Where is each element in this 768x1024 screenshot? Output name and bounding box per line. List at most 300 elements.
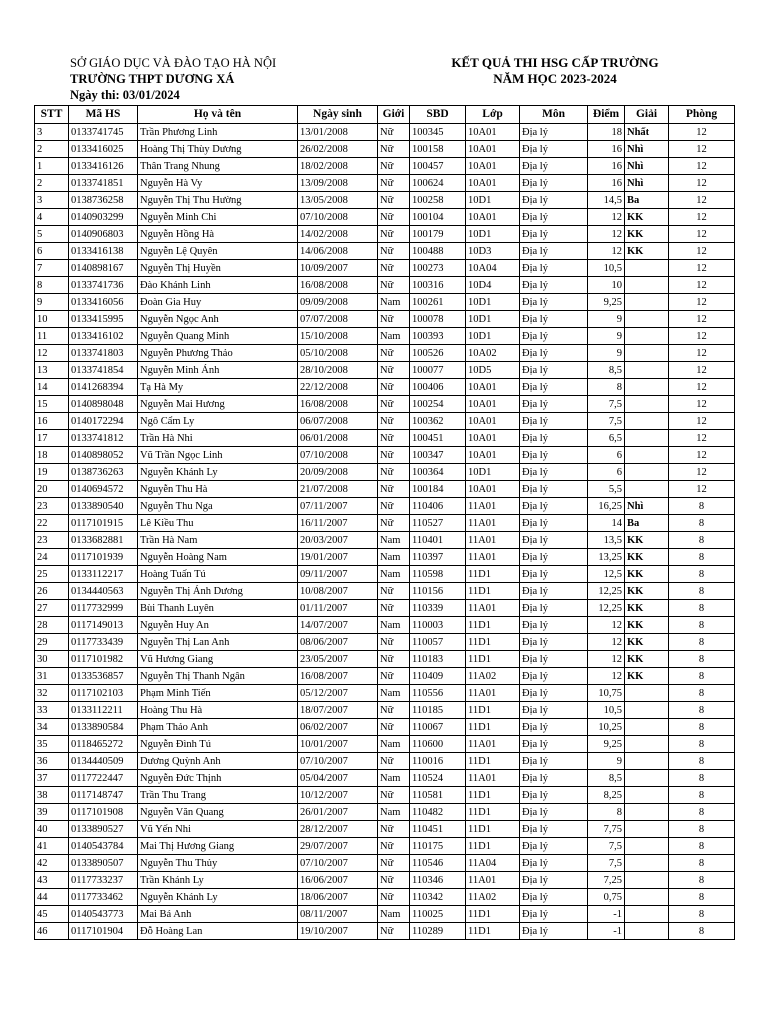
cell-gioi: Nữ: [378, 141, 410, 158]
cell-giai: [625, 447, 669, 464]
cell-ngay-sinh: 10/01/2007: [298, 736, 378, 753]
cell-giai: Nhì: [625, 158, 669, 175]
cell-mon: Địa lý: [520, 209, 588, 226]
cell-gioi: Nữ: [378, 719, 410, 736]
cell-giai: Nhì: [625, 141, 669, 158]
cell-ngay-sinh: 08/06/2007: [298, 634, 378, 651]
cell-ma-hs: 0133741803: [69, 345, 138, 362]
cell-ma-hs: 0138736258: [69, 192, 138, 209]
cell-diem: 8,5: [588, 770, 625, 787]
cell-mon: Địa lý: [520, 175, 588, 192]
cell-mon: Địa lý: [520, 430, 588, 447]
cell-diem: 9: [588, 345, 625, 362]
cell-phong: 8: [669, 906, 735, 923]
cell-gioi: Nữ: [378, 787, 410, 804]
cell-stt: 3: [35, 192, 69, 209]
cell-ngay-sinh: 18/07/2007: [298, 702, 378, 719]
cell-gioi: Nữ: [378, 651, 410, 668]
table-row: [35, 226, 735, 243]
cell-ngay-sinh: 20/09/2008: [298, 464, 378, 481]
cell-ma-hs: 0140543773: [69, 906, 138, 923]
cell-phong: 8: [669, 719, 735, 736]
cell-giai: [625, 906, 669, 923]
cell-lop: 10A01: [466, 430, 520, 447]
cell-stt: 40: [35, 821, 69, 838]
cell-sbd: 100258: [410, 192, 466, 209]
cell-gioi: Nữ: [378, 430, 410, 447]
cell-diem: 14: [588, 515, 625, 532]
cell-giai: [625, 685, 669, 702]
cell-lop: 10A01: [466, 396, 520, 413]
cell-ma-hs: 0133416025: [69, 141, 138, 158]
cell-gioi: Nữ: [378, 668, 410, 685]
table-row: [35, 855, 735, 872]
cell-ho-ten: Nguyễn Thu Thủy: [138, 855, 298, 872]
cell-lop: 10A01: [466, 379, 520, 396]
cell-sbd: 100184: [410, 481, 466, 498]
cell-stt: 9: [35, 294, 69, 311]
cell-gioi: Nữ: [378, 464, 410, 481]
cell-lop: 10D1: [466, 192, 520, 209]
cell-sbd: 110183: [410, 651, 466, 668]
cell-lop: 11D1: [466, 566, 520, 583]
cell-diem: 13,25: [588, 549, 625, 566]
column-header-gioi: Giới: [378, 106, 410, 124]
cell-ngay-sinh: 09/11/2007: [298, 566, 378, 583]
cell-stt: 30: [35, 651, 69, 668]
cell-ho-ten: Nguyễn Đức Thịnh: [138, 770, 298, 787]
cell-gioi: Nữ: [378, 209, 410, 226]
cell-ho-ten: Phạm Minh Tiến: [138, 685, 298, 702]
table-row: [35, 753, 735, 770]
cell-ho-ten: Vũ Hương Giang: [138, 651, 298, 668]
cell-ngay-sinh: 19/01/2007: [298, 549, 378, 566]
cell-ngay-sinh: 16/08/2007: [298, 668, 378, 685]
cell-giai: Nhì: [625, 175, 669, 192]
cell-ma-hs: 0117101908: [69, 804, 138, 821]
cell-phong: 12: [669, 345, 735, 362]
cell-ma-hs: 0117101939: [69, 549, 138, 566]
cell-stt: 29: [35, 634, 69, 651]
cell-ho-ten: Mai Bá Anh: [138, 906, 298, 923]
cell-gioi: Nữ: [378, 753, 410, 770]
cell-mon: Địa lý: [520, 277, 588, 294]
cell-ho-ten: Phạm Thảo Anh: [138, 719, 298, 736]
cell-ngay-sinh: 14/06/2008: [298, 243, 378, 260]
table-row: [35, 447, 735, 464]
cell-giai: [625, 294, 669, 311]
cell-sbd: 110397: [410, 549, 466, 566]
cell-ngay-sinh: 07/10/2008: [298, 447, 378, 464]
cell-stt: 19: [35, 464, 69, 481]
cell-lop: 11A01: [466, 549, 520, 566]
cell-stt: 16: [35, 413, 69, 430]
cell-stt: 39: [35, 804, 69, 821]
cell-stt: 12: [35, 345, 69, 362]
column-header-ngay-sinh: Ngày sinh: [298, 106, 378, 124]
cell-gioi: Nữ: [378, 192, 410, 209]
cell-phong: 12: [669, 430, 735, 447]
table-row: [35, 736, 735, 753]
cell-giai: [625, 345, 669, 362]
cell-stt: 35: [35, 736, 69, 753]
table-row: [35, 719, 735, 736]
cell-gioi: Nữ: [378, 889, 410, 906]
cell-gioi: Nữ: [378, 175, 410, 192]
cell-lop: 10D1: [466, 294, 520, 311]
cell-sbd: 110342: [410, 889, 466, 906]
cell-ngay-sinh: 16/08/2008: [298, 396, 378, 413]
column-header-diem: Điểm: [588, 106, 625, 124]
cell-ma-hs: 0141268394: [69, 379, 138, 396]
cell-phong: 8: [669, 855, 735, 872]
cell-diem: 10,5: [588, 260, 625, 277]
cell-sbd: 110451: [410, 821, 466, 838]
cell-ho-ten: Vũ Yến Nhi: [138, 821, 298, 838]
cell-mon: Địa lý: [520, 838, 588, 855]
cell-mon: Địa lý: [520, 566, 588, 583]
cell-ma-hs: 0133416102: [69, 328, 138, 345]
cell-phong: 8: [669, 804, 735, 821]
cell-stt: 1: [35, 158, 69, 175]
cell-lop: 10A01: [466, 124, 520, 141]
cell-stt: 8: [35, 277, 69, 294]
cell-sbd: 110003: [410, 617, 466, 634]
cell-phong: 12: [669, 328, 735, 345]
table-row: [35, 243, 735, 260]
cell-mon: Địa lý: [520, 804, 588, 821]
cell-lop: 10D1: [466, 226, 520, 243]
cell-phong: 8: [669, 515, 735, 532]
cell-stt: 22: [35, 515, 69, 532]
cell-lop: 10A01: [466, 175, 520, 192]
cell-ngay-sinh: 18/06/2007: [298, 889, 378, 906]
cell-ho-ten: Thân Trang Nhung: [138, 158, 298, 175]
cell-mon: Địa lý: [520, 498, 588, 515]
cell-ngay-sinh: 15/10/2008: [298, 328, 378, 345]
cell-stt: 13: [35, 362, 69, 379]
cell-stt: 42: [35, 855, 69, 872]
table-row: [35, 821, 735, 838]
cell-giai: KK: [625, 617, 669, 634]
cell-mon: Địa lý: [520, 345, 588, 362]
cell-lop: 10A01: [466, 209, 520, 226]
table-row: [35, 634, 735, 651]
cell-diem: 10,5: [588, 702, 625, 719]
cell-lop: 10A01: [466, 447, 520, 464]
cell-lop: 10D1: [466, 328, 520, 345]
cell-giai: [625, 753, 669, 770]
cell-diem: 18: [588, 124, 625, 141]
cell-mon: Địa lý: [520, 770, 588, 787]
cell-stt: 4: [35, 209, 69, 226]
table-row: [35, 923, 735, 940]
cell-gioi: Nữ: [378, 362, 410, 379]
cell-mon: Địa lý: [520, 736, 588, 753]
cell-stt: 37: [35, 770, 69, 787]
cell-sbd: 110016: [410, 753, 466, 770]
cell-mon: Địa lý: [520, 702, 588, 719]
cell-phong: 12: [669, 447, 735, 464]
cell-ngay-sinh: 07/10/2008: [298, 209, 378, 226]
cell-gioi: Nam: [378, 549, 410, 566]
cell-ngay-sinh: 06/01/2008: [298, 430, 378, 447]
table-row: [35, 175, 735, 192]
table-row: [35, 566, 735, 583]
cell-ma-hs: 0133415995: [69, 311, 138, 328]
cell-ngay-sinh: 23/05/2007: [298, 651, 378, 668]
cell-sbd: 110406: [410, 498, 466, 515]
cell-giai: [625, 328, 669, 345]
cell-ma-hs: 0133890527: [69, 821, 138, 838]
cell-stt: 7: [35, 260, 69, 277]
cell-lop: 10A01: [466, 158, 520, 175]
table-row: [35, 481, 735, 498]
cell-ngay-sinh: 22/12/2008: [298, 379, 378, 396]
column-header-sbd: SBD: [410, 106, 466, 124]
cell-diem: 9: [588, 753, 625, 770]
cell-diem: 7,5: [588, 413, 625, 430]
table-row: [35, 787, 735, 804]
table-row: [35, 498, 735, 515]
table-row: [35, 770, 735, 787]
cell-ma-hs: 0133536857: [69, 668, 138, 685]
cell-diem: 12: [588, 226, 625, 243]
cell-ma-hs: 0133682881: [69, 532, 138, 549]
cell-gioi: Nữ: [378, 345, 410, 362]
cell-diem: 0,75: [588, 889, 625, 906]
cell-sbd: 100345: [410, 124, 466, 141]
cell-ho-ten: Nguyễn Thu Hà: [138, 481, 298, 498]
cell-ma-hs: 0117733462: [69, 889, 138, 906]
cell-lop: 11A01: [466, 770, 520, 787]
cell-phong: 12: [669, 362, 735, 379]
cell-diem: -1: [588, 923, 625, 940]
cell-stt: 24: [35, 549, 69, 566]
cell-sbd: 100254: [410, 396, 466, 413]
cell-ma-hs: 0117101915: [69, 515, 138, 532]
table-row: [35, 413, 735, 430]
cell-lop: 11D1: [466, 651, 520, 668]
cell-mon: Địa lý: [520, 362, 588, 379]
cell-ho-ten: Tạ Hà My: [138, 379, 298, 396]
cell-lop: 11A01: [466, 498, 520, 515]
cell-gioi: Nữ: [378, 583, 410, 600]
cell-ma-hs: 0117148747: [69, 787, 138, 804]
cell-mon: Địa lý: [520, 379, 588, 396]
cell-mon: Địa lý: [520, 634, 588, 651]
table-row: [35, 141, 735, 158]
cell-diem: 12: [588, 668, 625, 685]
cell-sbd: 110025: [410, 906, 466, 923]
cell-ma-hs: 0117732999: [69, 600, 138, 617]
cell-giai: [625, 804, 669, 821]
cell-phong: 12: [669, 464, 735, 481]
cell-gioi: Nữ: [378, 260, 410, 277]
column-header-phong: Phòng: [669, 106, 735, 124]
cell-diem: 10: [588, 277, 625, 294]
cell-ngay-sinh: 16/08/2008: [298, 277, 378, 294]
cell-stt: 43: [35, 872, 69, 889]
table-row: [35, 379, 735, 396]
cell-ma-hs: 0133741812: [69, 430, 138, 447]
cell-ho-ten: Trần Khánh Ly: [138, 872, 298, 889]
cell-phong: 8: [669, 498, 735, 515]
cell-ngay-sinh: 28/12/2007: [298, 821, 378, 838]
cell-ho-ten: Lê Kiều Thu: [138, 515, 298, 532]
cell-ngay-sinh: 06/07/2008: [298, 413, 378, 430]
cell-sbd: 100077: [410, 362, 466, 379]
column-header-giai: Giải: [625, 106, 669, 124]
table-row: [35, 192, 735, 209]
cell-ma-hs: 0133741745: [69, 124, 138, 141]
cell-lop: 11D1: [466, 787, 520, 804]
cell-ngay-sinh: 07/10/2007: [298, 855, 378, 872]
department-name: SỞ GIÁO DỤC VÀ ĐÀO TẠO HÀ NỘI: [70, 56, 277, 70]
cell-diem: 8: [588, 379, 625, 396]
cell-phong: 12: [669, 396, 735, 413]
cell-lop: 11D1: [466, 634, 520, 651]
cell-mon: Địa lý: [520, 668, 588, 685]
cell-ngay-sinh: 01/11/2007: [298, 600, 378, 617]
cell-lop: 11A01: [466, 736, 520, 753]
table-row: [35, 617, 735, 634]
table-row: [35, 804, 735, 821]
cell-ma-hs: 0117101982: [69, 651, 138, 668]
cell-stt: 10: [35, 311, 69, 328]
cell-gioi: Nam: [378, 532, 410, 549]
table-row: [35, 872, 735, 889]
cell-gioi: Nam: [378, 906, 410, 923]
cell-ho-ten: Trần Hà Nam: [138, 532, 298, 549]
cell-mon: Địa lý: [520, 311, 588, 328]
column-header-mon: Môn: [520, 106, 588, 124]
cell-mon: Địa lý: [520, 549, 588, 566]
cell-giai: [625, 413, 669, 430]
cell-diem: 6: [588, 447, 625, 464]
cell-sbd: 100179: [410, 226, 466, 243]
table-row: [35, 158, 735, 175]
cell-ho-ten: Nguyễn Thị Thu Hường: [138, 192, 298, 209]
cell-lop: 11D1: [466, 923, 520, 940]
cell-phong: 12: [669, 481, 735, 498]
cell-ma-hs: 0117733237: [69, 872, 138, 889]
cell-ngay-sinh: 26/02/2008: [298, 141, 378, 158]
cell-phong: 8: [669, 617, 735, 634]
cell-ho-ten: Nguyễn Quang Minh: [138, 328, 298, 345]
cell-diem: 9,25: [588, 736, 625, 753]
cell-diem: 8,5: [588, 362, 625, 379]
cell-lop: 11A01: [466, 685, 520, 702]
cell-ma-hs: 0133890507: [69, 855, 138, 872]
cell-ma-hs: 0133112217: [69, 566, 138, 583]
cell-lop: 11A01: [466, 600, 520, 617]
cell-gioi: Nữ: [378, 277, 410, 294]
cell-ngay-sinh: 07/10/2007: [298, 753, 378, 770]
cell-ma-hs: 0140543784: [69, 838, 138, 855]
cell-sbd: 100316: [410, 277, 466, 294]
cell-ho-ten: Nguyễn Thu Nga: [138, 498, 298, 515]
column-header-lop: Lớp: [466, 106, 520, 124]
cell-ma-hs: 0118465272: [69, 736, 138, 753]
cell-ngay-sinh: 20/03/2007: [298, 532, 378, 549]
cell-diem: 7,5: [588, 855, 625, 872]
cell-sbd: 110546: [410, 855, 466, 872]
cell-phong: 8: [669, 753, 735, 770]
table-row: [35, 209, 735, 226]
cell-phong: 12: [669, 311, 735, 328]
cell-ho-ten: Nguyễn Đình Tú: [138, 736, 298, 753]
cell-stt: 5: [35, 226, 69, 243]
cell-stt: 41: [35, 838, 69, 855]
cell-lop: 10D1: [466, 464, 520, 481]
cell-ho-ten: Đoàn Gia Huy: [138, 294, 298, 311]
cell-stt: 46: [35, 923, 69, 940]
cell-gioi: Nữ: [378, 481, 410, 498]
report-title: [400, 55, 710, 87]
cell-ngay-sinh: 18/02/2008: [298, 158, 378, 175]
cell-ma-hs: 0134440509: [69, 753, 138, 770]
cell-lop: 11D1: [466, 617, 520, 634]
cell-phong: 8: [669, 634, 735, 651]
cell-ma-hs: 0117102103: [69, 685, 138, 702]
cell-mon: Địa lý: [520, 787, 588, 804]
cell-mon: Địa lý: [520, 906, 588, 923]
cell-sbd: 110057: [410, 634, 466, 651]
cell-mon: Địa lý: [520, 413, 588, 430]
cell-ngay-sinh: 07/07/2008: [298, 311, 378, 328]
cell-lop: 10A01: [466, 141, 520, 158]
cell-phong: 8: [669, 770, 735, 787]
cell-giai: KK: [625, 209, 669, 226]
cell-ngay-sinh: 29/07/2007: [298, 838, 378, 855]
cell-giai: KK: [625, 226, 669, 243]
cell-ho-ten: Đỗ Hoàng Lan: [138, 923, 298, 940]
cell-diem: 6: [588, 464, 625, 481]
cell-gioi: Nữ: [378, 872, 410, 889]
cell-sbd: 110527: [410, 515, 466, 532]
cell-mon: Địa lý: [520, 821, 588, 838]
cell-lop: 11A01: [466, 872, 520, 889]
table-row: [35, 702, 735, 719]
cell-lop: 10D4: [466, 277, 520, 294]
table-row: [35, 311, 735, 328]
cell-mon: Địa lý: [520, 464, 588, 481]
cell-diem: 7,5: [588, 396, 625, 413]
cell-ma-hs: 0133416138: [69, 243, 138, 260]
cell-gioi: Nữ: [378, 821, 410, 838]
cell-phong: 8: [669, 736, 735, 753]
table-row: [35, 277, 735, 294]
cell-giai: [625, 702, 669, 719]
table-row: [35, 549, 735, 566]
cell-ngay-sinh: 05/04/2007: [298, 770, 378, 787]
cell-ma-hs: 0134440563: [69, 583, 138, 600]
cell-ho-ten: Trần Phương Linh: [138, 124, 298, 141]
cell-phong: 8: [669, 668, 735, 685]
cell-sbd: 100104: [410, 209, 466, 226]
cell-sbd: 110598: [410, 566, 466, 583]
cell-phong: 12: [669, 226, 735, 243]
cell-sbd: 100273: [410, 260, 466, 277]
cell-mon: Địa lý: [520, 226, 588, 243]
cell-ngay-sinh: 10/12/2007: [298, 787, 378, 804]
cell-ho-ten: Nguyễn Lệ Quyên: [138, 243, 298, 260]
cell-stt: 17: [35, 430, 69, 447]
cell-diem: -1: [588, 906, 625, 923]
table-row: [35, 515, 735, 532]
cell-stt: 38: [35, 787, 69, 804]
